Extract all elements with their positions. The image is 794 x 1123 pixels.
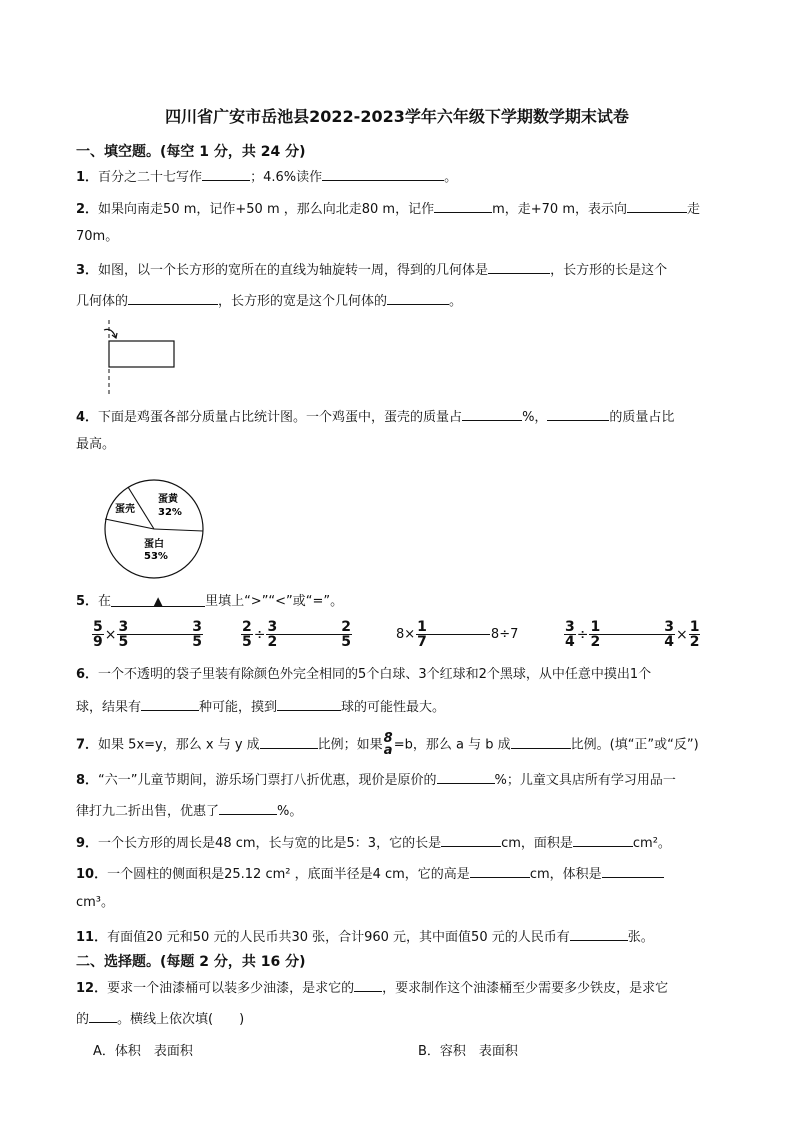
question-number: 4． [76, 410, 99, 425]
numerator: 3 [192, 619, 202, 635]
question-8 [76, 769, 676, 790]
question-text: 球的可能性最大。 [341, 700, 446, 715]
answer-blank[interactable] [219, 800, 277, 815]
answer-blank[interactable] [573, 832, 633, 847]
question-text: ，长方形的长是这个 [550, 263, 668, 278]
question-text: 走 [687, 202, 701, 217]
answer-blank[interactable] [428, 634, 490, 635]
question-number: 11． [76, 930, 108, 945]
answer-blank[interactable] [488, 259, 550, 274]
pie-label-shell: 蛋壳 [115, 504, 135, 515]
denominator: 7 [417, 634, 427, 650]
question-text: %。 [277, 804, 303, 819]
answer-blank[interactable] [601, 634, 663, 635]
question-7 [76, 733, 699, 757]
question-text: 一个圆柱的侧面积是25.12 cm² ，底面半径是4 cm，它的高是 [107, 867, 470, 882]
fraction [589, 620, 601, 649]
numerator: 5 [93, 619, 103, 635]
denominator: 2 [590, 634, 601, 650]
answer-blank[interactable] [354, 977, 382, 992]
denominator: a [383, 743, 393, 758]
comparison-item-1 [92, 620, 203, 649]
denominator: 5 [118, 634, 129, 650]
option-a[interactable]: A．体积 表面积 [93, 1044, 193, 1059]
question-text: 球，结果有 [76, 700, 142, 715]
numerator: 1 [590, 619, 601, 635]
answer-blank[interactable] [141, 696, 199, 711]
rotation-figure [100, 318, 190, 398]
question-2-continued: 70m。 [76, 229, 119, 244]
question-number: 8． [76, 773, 99, 788]
question-text: 如果 5x=y，那么 x 与 y 成 [98, 737, 260, 753]
answer-blank[interactable] [387, 290, 449, 305]
numerator: 3 [565, 619, 575, 635]
pie-label-yolk: 蛋黄 [158, 494, 178, 505]
answer-blank[interactable] [470, 863, 530, 878]
answer-blank[interactable] [547, 406, 609, 421]
question-text: 百分之二十七写作 [98, 170, 203, 185]
denominator: 5 [242, 634, 252, 650]
fraction [416, 620, 428, 649]
question-8-continued [76, 800, 302, 821]
question-4-continued: 最高。 [76, 437, 116, 452]
question-text: 比例。(填“正”或“反”) [570, 737, 699, 753]
question-4 [76, 406, 674, 427]
question-text: cm，体积是 [529, 867, 602, 882]
expression: 8× [396, 627, 416, 642]
answer-blank[interactable] [202, 166, 250, 181]
question-10-continued: cm³。 [76, 895, 115, 910]
section-heading-multiple-choice: 二、选择题。(每题 2 分，共 16 分) [76, 954, 306, 970]
fraction [117, 620, 129, 649]
question-text: cm，面积是 [501, 836, 573, 851]
answer-blank[interactable] [602, 863, 664, 878]
egg-composition-pie-chart [102, 477, 206, 581]
question-text: 的 [76, 1012, 90, 1027]
question-text: “六一”儿童节期间，游乐场门票打八折优惠，现价是原价的 [98, 773, 437, 788]
question-10 [76, 863, 664, 884]
fraction [383, 733, 394, 757]
page-title: 四川省广安市岳池县2022-2023学年六年级下学期数学期末试卷 [165, 107, 629, 126]
denominator: 4 [565, 634, 575, 650]
question-number: 7． [76, 737, 99, 753]
question-number: 12． [76, 981, 108, 996]
denominator: 9 [93, 634, 103, 650]
question-text: ，要求制作这个油漆桶至少需要多少铁皮，是求它 [382, 981, 669, 996]
question-text: m，走+70 m，表示向 [492, 202, 627, 217]
question-text: ，长方形的宽是这个几何体的 [218, 294, 388, 309]
question-text: %；儿童文具店所有学习用品一 [494, 773, 676, 788]
question-text: 要求一个油漆桶可以装多少油漆，是求它的 [107, 981, 355, 996]
question-3-continued [76, 290, 462, 311]
expression: 8÷7 [490, 627, 519, 642]
question-text: 下面是鸡蛋各部分质量占比统计图。一个鸡蛋中，蛋壳的质量占 [98, 410, 463, 425]
question-12-continued [76, 1008, 244, 1029]
question-number: 1． [76, 170, 99, 185]
answer-blank[interactable] [89, 1008, 117, 1023]
denominator: 4 [664, 634, 674, 650]
answer-blank[interactable] [128, 290, 218, 305]
question-1 [76, 166, 457, 187]
operator: × [675, 626, 688, 643]
answer-blank[interactable] [129, 634, 191, 635]
fraction [689, 620, 701, 649]
question-text: 律打九二折出售，优惠了 [76, 804, 220, 819]
numerator: 2 [341, 619, 351, 635]
answer-blank[interactable] [570, 926, 628, 941]
question-6-continued [76, 696, 445, 717]
question-text: %， [522, 410, 548, 425]
operator: ÷ [253, 626, 266, 643]
question-9 [76, 832, 671, 853]
pie-value-yolk: 32% [158, 507, 182, 518]
answer-blank[interactable] [627, 198, 687, 213]
question-text: cm²。 [632, 836, 671, 851]
answer-blank[interactable] [322, 166, 444, 181]
question-text: 的质量占比 [609, 410, 675, 425]
denominator: 2 [689, 634, 700, 650]
answer-blank[interactable] [111, 592, 205, 607]
question-text: 张。 [627, 930, 654, 945]
question-text: 如果向南走50 m，记作+50 m ，那么向北走80 m，记作 [98, 202, 435, 217]
question-3 [76, 259, 667, 280]
operator: × [104, 626, 117, 643]
question-5 [76, 592, 343, 611]
denominator: 2 [267, 634, 278, 650]
numerator: 3 [267, 619, 278, 635]
section-heading-fill-blank: 一、填空题。(每空 1 分，共 24 分) [76, 144, 306, 160]
answer-blank[interactable] [278, 634, 340, 635]
question-text: =b，那么 a 与 b 成 [393, 737, 511, 753]
question-text: 一个不透明的袋子里装有除颜色外完全相同的5个白球、3个红球和2个黑球，从中任意中摸出1个 [98, 667, 652, 682]
numerator: 2 [242, 619, 252, 635]
question-text: 。 [449, 294, 463, 309]
question-text: 如图，以一个长方形的宽所在的直线为轴旋转一周，得到的几何体是 [98, 263, 489, 278]
fraction [340, 620, 352, 649]
question-text: 一个长方形的周长是48 cm，长与宽的比是5：3，它的长是 [98, 836, 442, 851]
fraction [663, 620, 675, 649]
answer-blank[interactable] [277, 696, 341, 711]
numerator: 1 [417, 619, 427, 635]
pie-label-white: 蛋白 [144, 539, 164, 550]
pie-value-white: 53% [144, 551, 168, 562]
question-number: 5． [76, 594, 99, 609]
question-text: 几何体的 [76, 294, 129, 309]
comparison-item-2 [241, 620, 352, 649]
answer-blank[interactable] [511, 734, 571, 749]
operator: ÷ [576, 626, 589, 643]
rectangle-shape [109, 341, 174, 367]
numerator: 8 [383, 731, 393, 746]
denominator: 5 [192, 634, 202, 650]
question-2 [76, 198, 700, 219]
numerator: 1 [689, 619, 700, 635]
question-text: 里填上“>”“<”或“=”。 [205, 594, 344, 609]
answer-blank[interactable] [260, 734, 318, 749]
denominator: 5 [341, 634, 351, 650]
question-12 [76, 977, 668, 998]
option-b[interactable]: B．容积 表面积 [418, 1044, 518, 1059]
question-text: 种可能，摸到 [199, 700, 278, 715]
question-6 [76, 666, 651, 684]
fraction [564, 620, 576, 649]
fraction [241, 620, 253, 649]
answer-blank[interactable] [437, 769, 495, 784]
question-number: 2． [76, 202, 99, 217]
answer-blank[interactable] [441, 832, 501, 847]
numerator: 3 [664, 619, 674, 635]
answer-blank[interactable] [434, 198, 492, 213]
question-text: ；4.6%读作 [250, 170, 323, 185]
question-text: 。横线上依次填( ) [117, 1012, 245, 1027]
question-text: 。 [444, 170, 458, 185]
question-number: 3． [76, 263, 99, 278]
question-text: 有面值20 元和50 元的人民币共30 张，合计960 元，其中面值50 元的人民币有 [107, 930, 570, 945]
question-text: 在 [98, 594, 112, 609]
triangle-icon: ▲ [153, 594, 163, 608]
fraction [92, 620, 104, 649]
fraction [266, 620, 278, 649]
numerator: 3 [118, 619, 129, 635]
answer-blank[interactable] [462, 406, 522, 421]
comparison-item-3 [395, 620, 519, 649]
question-11 [76, 926, 654, 947]
question-number: 9． [76, 836, 99, 851]
question-text: 比例；如果 [317, 737, 383, 753]
question-number: 6． [76, 667, 99, 682]
comparison-item-4 [564, 620, 700, 649]
fraction [191, 620, 203, 649]
question-number: 10． [76, 867, 108, 882]
